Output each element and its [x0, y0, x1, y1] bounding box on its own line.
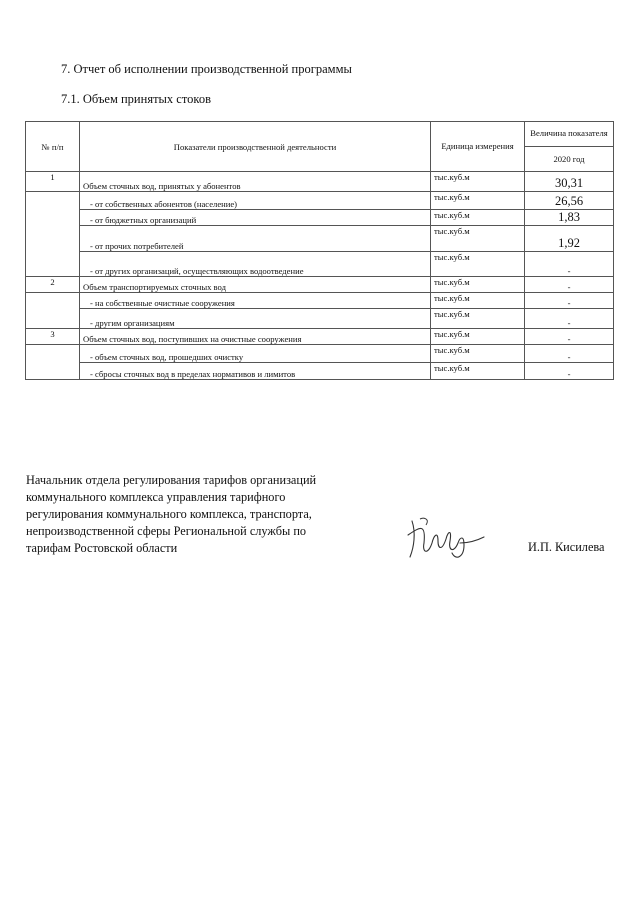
- header-year: 2020 год: [525, 147, 614, 172]
- table-row: [26, 172, 614, 192]
- table-row: [26, 309, 614, 329]
- value-cell: -: [525, 363, 614, 380]
- header-value: Величина показателя: [525, 122, 614, 147]
- signer-position: [26, 472, 316, 557]
- value-cell: 1,92: [525, 226, 614, 252]
- section-heading: 7. Отчет об исполнении производственной программы: [61, 62, 352, 76]
- header-unit: Единица измерения: [431, 122, 525, 172]
- indicator-name: - от собственных абонентов (население): [80, 192, 431, 210]
- value-cell: 26,56: [525, 192, 614, 210]
- indicator-name: - другим организациям: [80, 309, 431, 329]
- handwritten-signature: [402, 513, 486, 563]
- row-number: [26, 293, 80, 329]
- table-row: [26, 210, 614, 226]
- table-row: [26, 363, 614, 380]
- table-row: [26, 329, 614, 345]
- value-cell: 30,31: [525, 172, 614, 192]
- indicator-name: - от других организаций, осуществляющих водоотведение: [80, 252, 431, 277]
- table-row: [26, 293, 614, 309]
- value-cell: -: [525, 277, 614, 293]
- indicator-name: - от бюджетных организаций: [80, 210, 431, 226]
- row-number: 2: [26, 277, 80, 293]
- row-number: [26, 345, 80, 380]
- indicator-name: - объем сточных вод, прошедших очистку: [80, 345, 431, 363]
- indicator-name: - сбросы сточных вод в пределах нормативов и лимитов: [80, 363, 431, 380]
- position-line: Начальник отдела регулирования тарифов организаций: [26, 473, 317, 487]
- subsection-heading: 7.1. Объем принятых стоков: [61, 92, 211, 106]
- unit-cell: тыс.куб.м: [431, 277, 525, 293]
- unit-cell: тыс.куб.м: [431, 252, 525, 277]
- unit-cell: тыс.куб.м: [431, 293, 525, 309]
- table-row: [26, 345, 614, 363]
- value-cell: 1,83: [525, 210, 614, 226]
- indicator-name: - на собственные очистные сооружения: [80, 293, 431, 309]
- unit-cell: тыс.куб.м: [431, 329, 525, 345]
- table-body: [26, 172, 614, 380]
- unit-cell: тыс.куб.м: [431, 172, 525, 192]
- value-cell: -: [525, 309, 614, 329]
- signer-name: И.П. Кисилева: [528, 540, 605, 554]
- value-cell: -: [525, 293, 614, 309]
- header-indicator: Показатели производственной деятельности: [80, 122, 431, 172]
- row-number: 3: [26, 329, 80, 345]
- unit-cell: тыс.куб.м: [431, 363, 525, 380]
- sewage-volume-table: [25, 121, 614, 380]
- row-number: [26, 192, 80, 277]
- header-num: № п/п: [26, 122, 80, 172]
- value-cell: -: [525, 252, 614, 277]
- unit-cell: тыс.куб.м: [431, 226, 525, 252]
- indicator-name: Объем транспортируемых сточных вод: [80, 277, 431, 293]
- position-line: регулирования коммунального комплекса, транспорта,: [26, 507, 312, 521]
- unit-cell: тыс.куб.м: [431, 309, 525, 329]
- unit-cell: тыс.куб.м: [431, 210, 525, 226]
- unit-cell: тыс.куб.м: [431, 192, 525, 210]
- unit-cell: тыс.куб.м: [431, 345, 525, 363]
- table-row: [26, 226, 614, 252]
- table-row: [26, 277, 614, 293]
- row-number: 1: [26, 172, 80, 192]
- table-row: [26, 192, 614, 210]
- position-line: непроизводственной сферы Региональной службы по: [26, 524, 307, 538]
- position-line: коммунального комплекса управления тарифного: [26, 490, 286, 504]
- value-cell: -: [525, 345, 614, 363]
- value-cell: -: [525, 329, 614, 345]
- table-row: [26, 252, 614, 277]
- position-line: тарифам Ростовской области: [26, 541, 178, 555]
- indicator-name: - от прочих потребителей: [80, 226, 431, 252]
- indicator-name: Объем сточных вод, поступивших на очистные сооружения: [80, 329, 431, 345]
- indicator-name: Объем сточных вод, принятых у абонентов: [80, 172, 431, 192]
